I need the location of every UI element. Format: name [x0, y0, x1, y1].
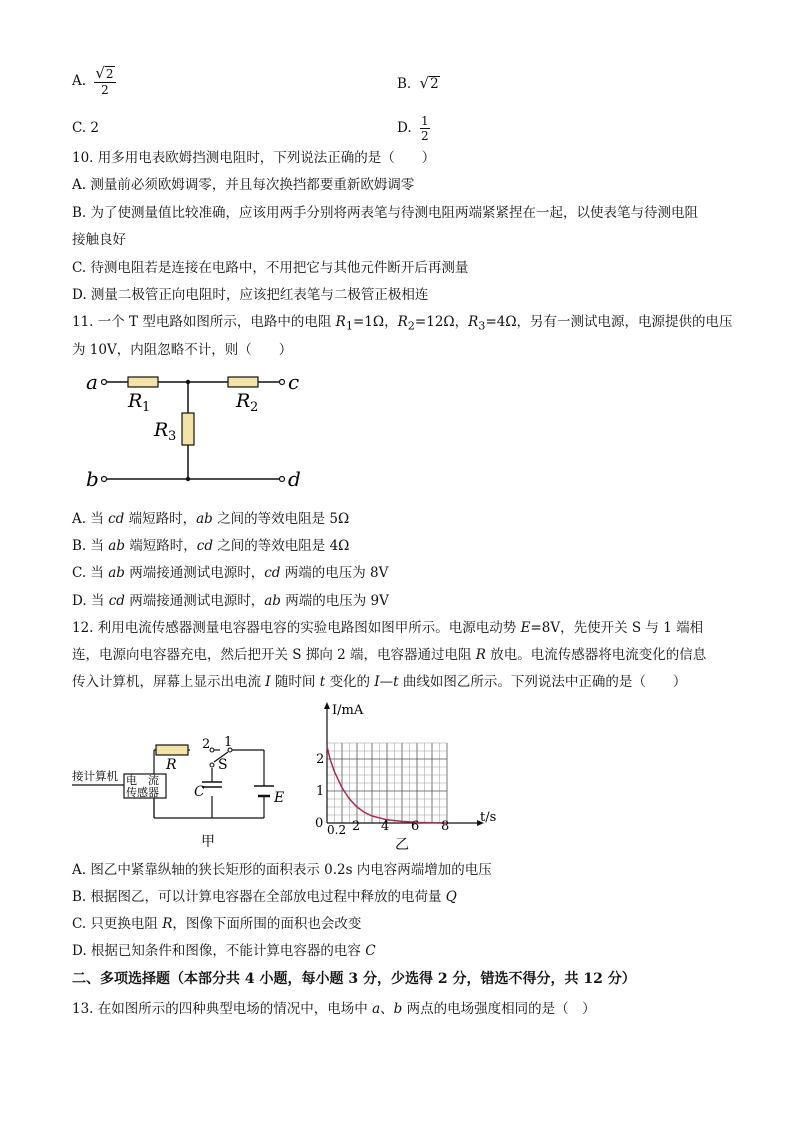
- emf-label: E: [274, 790, 285, 806]
- svg-text:1: 1: [142, 400, 151, 415]
- q12-stem-3: 传入计算机，屏幕上显示出电流 I 随时间 t 变化的 I—t 曲线如图乙所示。下列说法中正确的是（ ）: [72, 674, 687, 690]
- x-tick-0.2: 0.2: [327, 823, 347, 837]
- q11-stem: 11. 一个 T 型电路如图所示，电路中的电阻 $R_1=1\Omega$，$R_2=12\Omega$，$R_3=4\Omega$，另有一测试电源，电源提供的电压: [72, 314, 733, 333]
- switch-label: S: [218, 757, 228, 773]
- sensor-label-1: 电 流: [126, 774, 159, 787]
- q10-option-d: D. 测量二极管正向电阻时，应该把红表笔与二极管正极相连: [72, 287, 429, 303]
- capacitor-label: C: [194, 784, 205, 800]
- q10-stem: 10. 用多用电表欧姆挡测电阻时，下列说法正确的是（ ）: [72, 150, 436, 166]
- q10-option-c: C. 待测电阻若是连接在电路中，不用把它与其他元件断开后再测量: [72, 260, 469, 276]
- current-time-graph: [312, 700, 512, 855]
- q12-stem-2: 连，电源向电容器充电，然后把开关 S 掷向 2 端，电容器通过电阻 R 放电。电流传感器将电流变化的信息: [72, 647, 707, 663]
- terminal-c: c: [288, 370, 300, 394]
- q9-option-b: B. √2: [397, 74, 439, 92]
- resistor-r3: [182, 413, 194, 445]
- q9-option-d: D. $\frac{1}{2}$: [397, 114, 429, 143]
- q12-option-a: A. 图乙中紧靠纵轴的狭长矩形的面积表示 0.2s 内电容两端增加的电压: [72, 862, 492, 878]
- origin-label: 0: [315, 816, 324, 831]
- computer-label: 接计算机: [72, 769, 118, 783]
- sensor-label-2: 传感器: [126, 786, 159, 799]
- q11-option-c: C. 当 ab 两端接通测试电源时，cd 两端的电压为 8V: [72, 565, 389, 581]
- q9-option-a: A. $\frac{√2}{2}$: [72, 64, 114, 97]
- resistor-r: [156, 745, 188, 755]
- q9-d-fraction: $\frac{1}{2}$: [420, 114, 429, 143]
- label-r: R: [166, 757, 177, 773]
- q12-option-b: B. 根据图乙，可以计算电容器在全部放电过程中释放的电荷量 Q: [72, 889, 457, 905]
- label-r1: R: [128, 390, 143, 412]
- x-axis-label: t/s: [480, 810, 497, 825]
- label-r3: R: [154, 419, 169, 441]
- q10-option-b: B. 为了使测量值比较准确，应该用两手分别将两表笔与待测电阻两端紧紧捏在一起，以使表笔与待测电阻: [72, 205, 699, 221]
- x-tick-2: 2: [352, 819, 361, 834]
- y-tick-2: 2: [316, 752, 325, 767]
- terminal-b: b: [86, 467, 99, 491]
- figure-caption-jia: 甲: [201, 834, 215, 850]
- q12-option-c: C. 只更换电阻 R，图像下面所围的面积也会改变: [72, 916, 362, 932]
- terminal-a: a: [86, 370, 98, 394]
- q10-option-a: A. 测量前必须欧姆调零，并且每次换挡都要重新欧姆调零: [72, 177, 415, 193]
- q9-a-fraction: $\frac{√2}{2}$: [95, 64, 114, 97]
- figure-caption-yi: 乙: [395, 837, 409, 853]
- switch-terminal-1: 1: [224, 735, 233, 750]
- x-tick-6: 6: [411, 819, 420, 834]
- svg-text:3: 3: [168, 429, 177, 444]
- resistor-r2: [228, 377, 258, 387]
- t-circuit-figure: [80, 365, 310, 495]
- q9-option-c: C. 2: [72, 120, 100, 136]
- label-r2: R: [236, 390, 251, 412]
- q11-stem-cont: 为 10V，内阻忽略不计，则（ ）: [72, 342, 293, 358]
- switch-terminal-2: 2: [202, 737, 211, 752]
- q12-stem: 12. 利用电流传感器测量电容器电容的实验电路图如图甲所示。电源电动势 E=8V，先使开关 S 与 1 端相: [72, 620, 704, 636]
- resistor-r1: [128, 377, 158, 387]
- y-axis-label: I/mA: [332, 703, 364, 718]
- x-tick-8: 8: [441, 819, 450, 834]
- q13-stem: 13. 在如图所示的四种典型电场的情况中，电场中 a、b 两点的电场强度相同的是（ ）: [72, 1001, 596, 1017]
- q10-option-b-cont: 接触良好: [72, 232, 126, 248]
- section-2-heading: 二、多项选择题（本部分共 4 小题，每小题 3 分，少选得 2 分，错选不得分，共 12 分）: [72, 971, 636, 987]
- y-tick-1: 1: [316, 784, 325, 799]
- capacitor-circuit-figure: [70, 730, 310, 855]
- q11-option-b: B. 当 ab 端短路时，cd 之间的等效电阻是 4Ω: [72, 538, 350, 554]
- q11-option-d: D. 当 cd 两端接通测试电源时，ab 两端的电压为 9V: [72, 593, 389, 609]
- x-tick-4: 4: [381, 819, 390, 834]
- terminal-d: d: [288, 467, 301, 491]
- q12-option-d: D. 根据已知条件和图像，不能计算电容器的电容 C: [72, 943, 376, 959]
- q11-option-a: A. 当 cd 端短路时，ab 之间的等效电阻是 5Ω: [72, 511, 350, 527]
- svg-text:2: 2: [250, 400, 259, 415]
